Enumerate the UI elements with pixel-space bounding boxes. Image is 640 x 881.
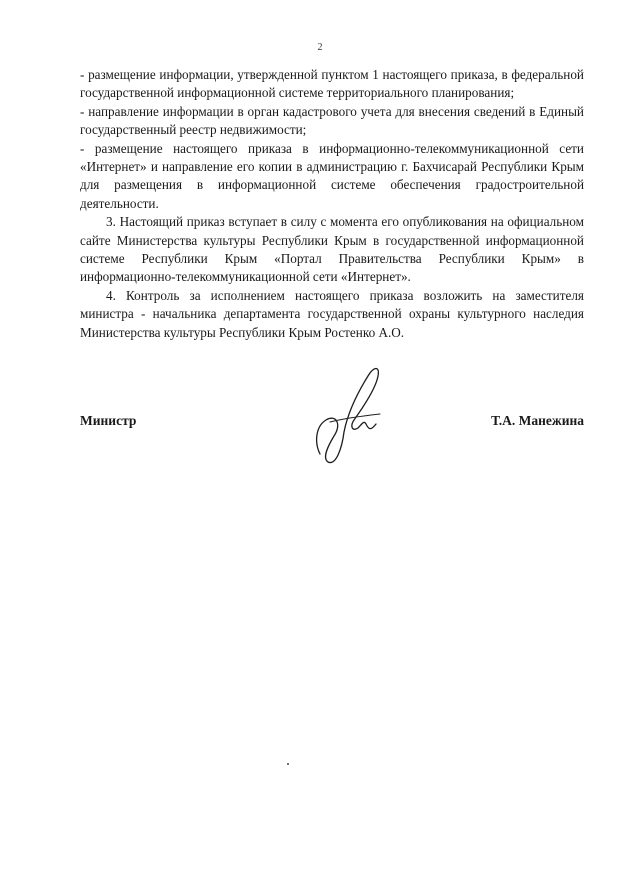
signer-name: Т.А. Манежина bbox=[491, 413, 584, 428]
scan-artifact-dot bbox=[287, 763, 289, 765]
list-item-cadastral-registry: - направление информации в орган кадастрового учета для внесения сведений в Единый государственный реестр недвижимости; bbox=[80, 103, 584, 138]
list-item-internet-publication: - размещение настоящего приказа в информационно-телекоммуникационной сети «Интернет» и направление его копии в администрацию г. Бахчисарай Республики Крым для размещения в информационной системе обеспечения градостроительной деятельности. bbox=[80, 140, 584, 211]
document-body bbox=[80, 66, 584, 342]
handwritten-signature-icon bbox=[306, 362, 390, 466]
clause-4-control: 4. Контроль за исполнением настоящего приказа возложить на заместителя министра - начальника департамента государственной охраны культурного наследия Министерства культуры Республики Крым Ростенко А.О. bbox=[80, 287, 584, 340]
signer-title: Министр bbox=[80, 413, 137, 428]
page-number: 2 bbox=[317, 42, 323, 53]
list-item-gis-placement: - размещение информации, утвержденной пунктом 1 настоящего приказа, в федеральной государственной информационной системе территориального планирования; bbox=[80, 67, 584, 101]
clause-3-entry-into-force: 3. Настоящий приказ вступает в силу с момента его опубликования на официальном сайте Министерства культуры Республики Крым в государственной информационной системе Республики Крым «Портал Правительства Республики Крым» в информационно-телекоммуникационной сети «Интернет». bbox=[80, 214, 584, 285]
